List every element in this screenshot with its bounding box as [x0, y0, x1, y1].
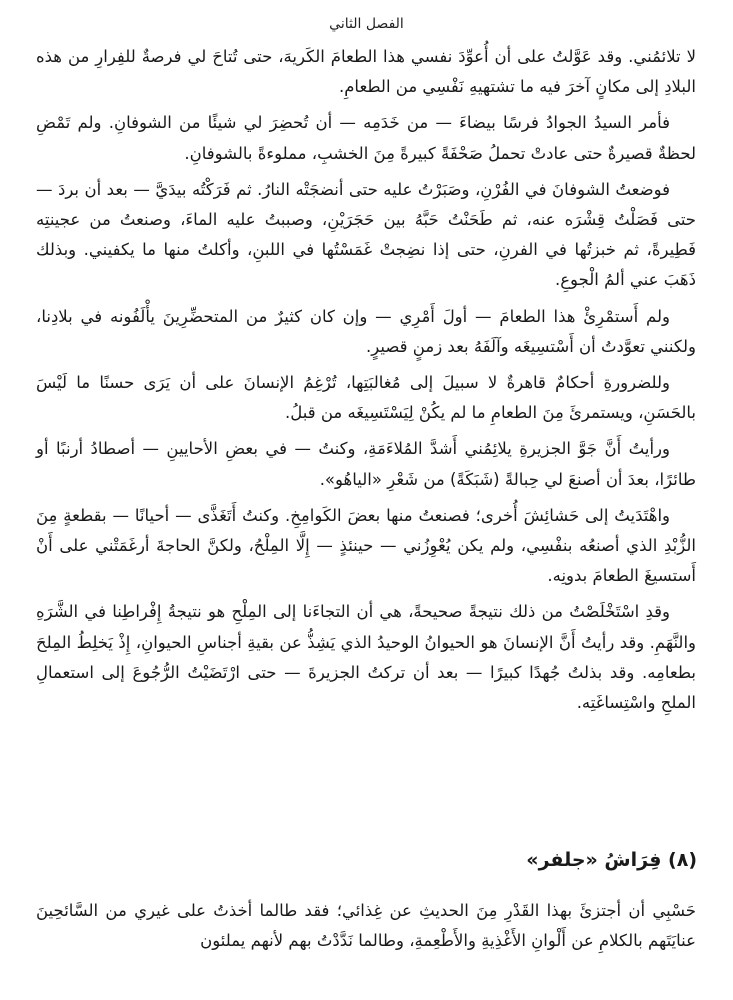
running-title: الفصل الثاني: [329, 16, 404, 32]
paragraph-6: ورأيتُ أَنَّ جَوَّ الجزيرةِ يلائِمُني أَشدَّ المُلاءَمَةِ، وكنتُ — في بعضِ الأحايينِ — أصطادُ أرنبًا أو طائرًا، بعدَ أن أصنعَ لي حِبالةً (شَبَكَةً) من شَعْرِ «الياهُو».: [36, 439, 696, 489]
paragraph-4: ولم أَستمْرِئْ هذا الطعامَ — أولَ أَمْرِي — وإن كان كثيرٌ من المتحضِّرِينَ يأْلَفُونه في بلادِنا، ولكنني تعوَّدتُ أن أَسْتسِيغَه وآلَفَهُ بعد زمنٍ قصيرٍ.: [36, 306, 696, 356]
paragraph-5: وللضرورةِ أحكامٌ قاهرةٌ لا سبيلَ إلى مُغالبَتِها، تُرْغِمُ الإنسانَ على أن يَرَى حسنًا ما لَيْسَ بالحَسَنِ، ويستمرئَ مِنَ الطعامِ ما لم يكُنْ لِيَسْتَسِيغَه من قبلُ.: [36, 373, 696, 423]
paragraph-3: فوضعتُ الشوفانَ في الفُرْنِ، وصَبَرْتُ عليه حتى أنضجَتْه النارُ. ثم فَرَكْتُه بيدَيَّ — بعد أن بردَ — حتى فَصَلْتُ قِشْرَه عنه، ثم طَحَنْتُ حَبَّهُ بين حَجَرَيْنِ، وصببتُ عليه الماءَ، وصنعتُ من عجينتِه فَطِيرةً، ثم خبزتُها في الفرنِ، حتى إذا نضِجتْ غَمَسْتُها في اللبنِ، وأكلتُ منها ما يكفيني. وبذلك ذَهَبَ عني ألمُ الْجوعِ.: [36, 179, 696, 290]
paragraph-2: فأمر السيدُ الجوادُ فرسًا بيضاءَ — من خَدَمِه — أن تُحضِرَ لي شيئًا من الشوفانِ. ولم تَمْضِ لحظةٌ قصيرةٌ حتى عادتْ تحملُ صَحْفَةً كبيرةً مِنَ الخشبِ، مملوءةً بالشوفانِ.: [36, 113, 696, 163]
section-heading: (٨) فِرَاشُ «جلفر»: [526, 849, 697, 871]
section-body: [36, 896, 696, 956]
paragraph-8: وقدِ اسْتَخْلَصْتُ من ذلك نتيجةً صحيحةً، هي أن التجاءَنا إلى المِلْحِ هو نتيجةُ إِفْراطِنا في الشَّرَهِ والنَّهَمِ. وقد رأيتُ أَنَّ الإنسانَ هو الحيوانُ الوحيدُ الذي يَشِذُّ عن بقيةِ أجناسِ الحيوانِ، إِذْ يَخلِطُ المِلحَ بطعامِه. وقد بذلتُ جُهدًا كبيرًا — بعد أن تركتُ الجزيرةَ — حتى ارْتَضَيْتُ الرُّجُوعَ إلى استعمالِ الملحِ واسْتِساغَتِه.: [36, 602, 696, 713]
chapter-body: [36, 42, 696, 724]
paragraph-7: واهْتَدَيتُ إلى حَشائِشَ أُخرى؛ فصنعتُ منها بعضَ الكَوامِخِ. وكنتُ أَتَغَذَّى — أحيانًا — بقطعةٍ مِنَ الزُّبْدِ الذي أصنعُه بنفْسِي، ولم يكن يُعْوِزُني — حينئذٍ — إِلَّا المِلْحُ، ولكنَّ الحاجةَ أرغَمَتْني على أَنْ أَستسيغَ الطعامَ بدونِه.: [36, 505, 696, 586]
paragraph-1: لا تلائمُني. وقد عَوَّلتُ على أن أُعوِّدَ نفسي هذا الطعامَ الكَريهَ، حتى تُتاحَ لي فرصةٌ للفِرارِ من هذه البلادِ إلى مكانٍ آخرَ فيه ما تشتهيهِ نَفْسِي من الطعامِ.: [36, 47, 696, 97]
paragraph-9: حَسْبِي أن أجتزئَ بهذا القَدْرِ مِنَ الحديثِ عن غِذائي؛ فقد طالما أخذتُ على غيري من السَّائحِينَ عنايَتَهم بالكلامِ عن أَلْوانِ الأَغْذِيةِ والأَطْعِمةِ، وطالما نَدَّدْتُ بهم لأنهم يملئون: [36, 901, 696, 951]
